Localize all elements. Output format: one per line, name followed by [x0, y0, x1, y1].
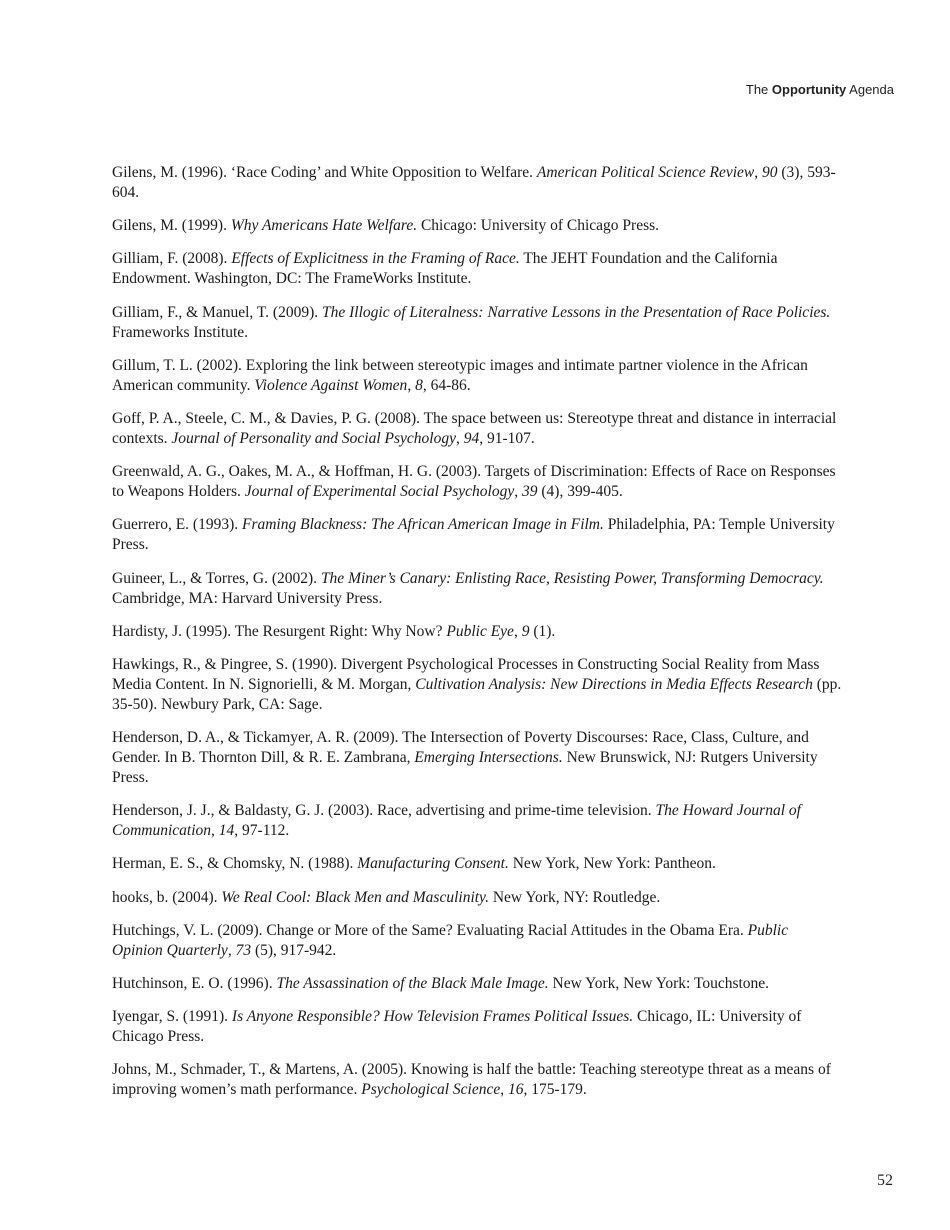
reference-text-segment: Herman, E. S., & Chomsky, N. (1988). — [112, 855, 358, 873]
reference-italic-segment: 9 — [521, 622, 530, 640]
header-pre: The — [745, 82, 772, 97]
reference-text-segment: Frameworks Institute. — [112, 323, 249, 341]
reference-entry — [112, 356, 842, 396]
reference-text-segment: , 97-112. — [234, 822, 290, 840]
page-number: 52 — [877, 1172, 893, 1189]
reference-text-segment: Henderson, D. A., & Tickamyer, A. R. (2009). The Intersection of Poverty Discourses: Race, Class, Culture, and Gender. In B. Thornton Dill, & R. E. Zambrana, — [112, 729, 809, 767]
reference-italic-segment: Why Americans Hate Welfare. — [230, 217, 418, 235]
reference-entry — [112, 655, 842, 715]
reference-entry — [112, 409, 842, 449]
reference-entry — [112, 569, 842, 609]
reference-text-segment: New Brunswick, NJ: Rutgers University Press. — [112, 749, 818, 787]
reference-italic-segment: Framing Blackness: The African American Image in Film. — [241, 516, 604, 534]
reference-italic-segment: The Assassination of the Black Male Image. — [276, 975, 549, 992]
reference-italic-segment: Cultivation Analysis: New Directions in Media Effects Research — [415, 675, 813, 693]
reference-italic-segment: Journal of Experimental Social Psychology — [244, 483, 515, 501]
reference-italic-segment: The Miner’s Canary: Enlisting Race, Resisting Power, Transforming Democracy. — [320, 569, 824, 587]
reference-text-segment: Hardisty, J. (1995). The Resurgent Right: Why Now? — [112, 622, 447, 640]
reference-italic-segment: The Illogic of Literalness: Narrative Lessons in the Presentation of Race Policies. — [322, 303, 831, 321]
reference-text-segment: (pp. 35-50). Newbury Park, CA: Sage. — [112, 675, 842, 713]
reference-text-segment: Guerrero, E. (1993). — [112, 516, 242, 534]
reference-italic-segment: Public Opinion Quarterly — [112, 921, 789, 959]
reference-text-segment: Gilens, M. (1999). — [112, 217, 231, 235]
reference-text-segment: Hutchinson, E. O. (1996). — [112, 975, 277, 992]
header-post: Agenda — [846, 82, 894, 97]
reference-text-segment: , 175-179. — [523, 1081, 587, 1099]
reference-italic-segment: Is Anyone Responsible? How Television Frames Political Issues. — [231, 1008, 634, 1026]
reference-italic-segment: Journal of Personality and Social Psychology — [171, 429, 456, 447]
reference-text-segment: Gilens, M. (1996). ‘Race Coding’ and White Opposition to Welfare. — [112, 164, 537, 181]
reference-text-segment: Chicago, IL: University of Chicago Press. — [112, 1008, 802, 1046]
reference-text-segment: hooks, b. (2004). — [112, 888, 222, 906]
reference-italic-segment: 8 — [415, 376, 423, 394]
reference-italic-segment: Violence Against Women — [254, 376, 408, 394]
reference-italic-segment: Emerging Intersections. — [414, 749, 563, 767]
reference-text-segment: The JEHT Foundation and the California Endowment. Washington, DC: The FrameWorks Institute. — [112, 250, 778, 288]
reference-text-segment: (3), 593-604. — [112, 164, 836, 201]
reference-italic-segment: We Real Cool: Black Men and Masculinity. — [221, 888, 489, 906]
reference-italic-segment: Effects of Explicitness in the Framing of Race. — [231, 250, 520, 268]
reference-text-segment: , — [211, 822, 219, 840]
reference-entry — [112, 515, 842, 555]
reference-text-segment: New York, NY: Routledge. — [488, 888, 661, 906]
reference-text-segment: New York, New York: Touchstone. — [548, 975, 770, 992]
reference-text-segment: Gilliam, F. (2008). — [112, 250, 232, 268]
reference-text-segment: Henderson, J. J., & Baldasty, G. J. (2003). Race, advertising and prime-time television. — [112, 802, 656, 820]
reference-text-segment: Goff, P. A., Steele, C. M., & Davies, P. G. (2008). The space between us: Stereotype threat and distance in interracial contexts. — [112, 409, 837, 447]
reference-italic-segment: Public Eye — [446, 622, 514, 640]
reference-entry — [112, 249, 842, 289]
reference-text-segment: Gillum, T. L. (2002). Exploring the link between stereotypic images and intimate partner violence in the African American community. — [112, 356, 808, 394]
reference-italic-segment: Psychological Science — [361, 1081, 501, 1099]
reference-text-segment: Cambridge, MA: Harvard University Press. — [112, 589, 383, 607]
reference-text-segment: (4), 399-405. — [537, 483, 623, 501]
reference-text-segment: Guineer, L., & Torres, G. (2002). — [112, 569, 321, 587]
reference-entry — [112, 163, 842, 203]
reference-text-segment: Philadelphia, PA: Temple University Press. — [112, 516, 835, 554]
reference-entry — [112, 854, 842, 874]
running-header — [746, 82, 894, 97]
reference-entry — [112, 462, 842, 502]
reference-list — [112, 163, 842, 1114]
reference-text-segment: Hawkings, R., & Pingree, S. (1990). Divergent Psychological Processes in Constructing Social Reality from Mass Media Content. In N. Signorielli, & M. Morgan, — [112, 655, 820, 693]
reference-entry — [112, 888, 842, 908]
reference-italic-segment: 16 — [508, 1081, 524, 1099]
reference-text-segment: Iyengar, S. (1991). — [112, 1008, 232, 1026]
reference-entry — [112, 303, 842, 343]
reference-text-segment: , — [514, 483, 522, 501]
reference-italic-segment: American Political Science Review — [536, 164, 755, 181]
reference-entry — [112, 622, 842, 642]
reference-italic-segment: 73 — [235, 941, 252, 959]
reference-italic-segment: 14 — [218, 822, 235, 840]
reference-entry — [112, 1060, 842, 1100]
reference-entry — [112, 974, 842, 994]
reference-text-segment: Johns, M., Schmader, T., & Martens, A. (2005). Knowing is half the battle: Teaching stereotype threat as a means of improving women’s math performance. — [112, 1061, 831, 1099]
header-brand: Opportunity — [771, 82, 847, 97]
reference-entry — [112, 216, 842, 236]
reference-text-segment: , 91-107. — [479, 429, 535, 447]
reference-text-segment: (1). — [529, 622, 556, 640]
reference-text-segment: , 64-86. — [422, 376, 471, 394]
reference-text-segment: Hutchings, V. L. (2009). Change or More of the Same? Evaluating Racial Attitudes in the Obama Era. — [112, 921, 748, 939]
reference-text-segment: (5), 917-942. — [251, 941, 337, 959]
reference-text-segment: , — [754, 164, 763, 181]
reference-entry — [112, 801, 842, 841]
reference-text-segment: , — [513, 622, 522, 640]
reference-italic-segment: 94 — [463, 429, 480, 447]
reference-italic-segment: The Howard Journal of Communication — [112, 802, 801, 840]
reference-text-segment: Greenwald, A. G., Oakes, M. A., & Hoffman, H. G. (2003). Targets of Discrimination: Effects of Race on Responses to Weapons Holders. — [112, 463, 836, 501]
reference-text-segment: Chicago: University of Chicago Press. — [417, 217, 660, 235]
reference-text-segment: , — [407, 376, 416, 394]
reference-text-segment: , — [500, 1081, 508, 1099]
reference-italic-segment: Manufacturing Consent. — [357, 855, 509, 873]
reference-italic-segment: 90 — [762, 164, 778, 181]
reference-text-segment: New York, New York: Pantheon. — [508, 855, 716, 873]
reference-entry — [112, 1007, 842, 1047]
reference-entry — [112, 728, 842, 788]
reference-text-segment: , — [455, 429, 464, 447]
reference-text-segment: Gilliam, F., & Manuel, T. (2009). — [112, 303, 322, 321]
reference-entry — [112, 921, 842, 961]
reference-italic-segment: 39 — [522, 483, 538, 501]
reference-text-segment: , — [227, 941, 236, 959]
